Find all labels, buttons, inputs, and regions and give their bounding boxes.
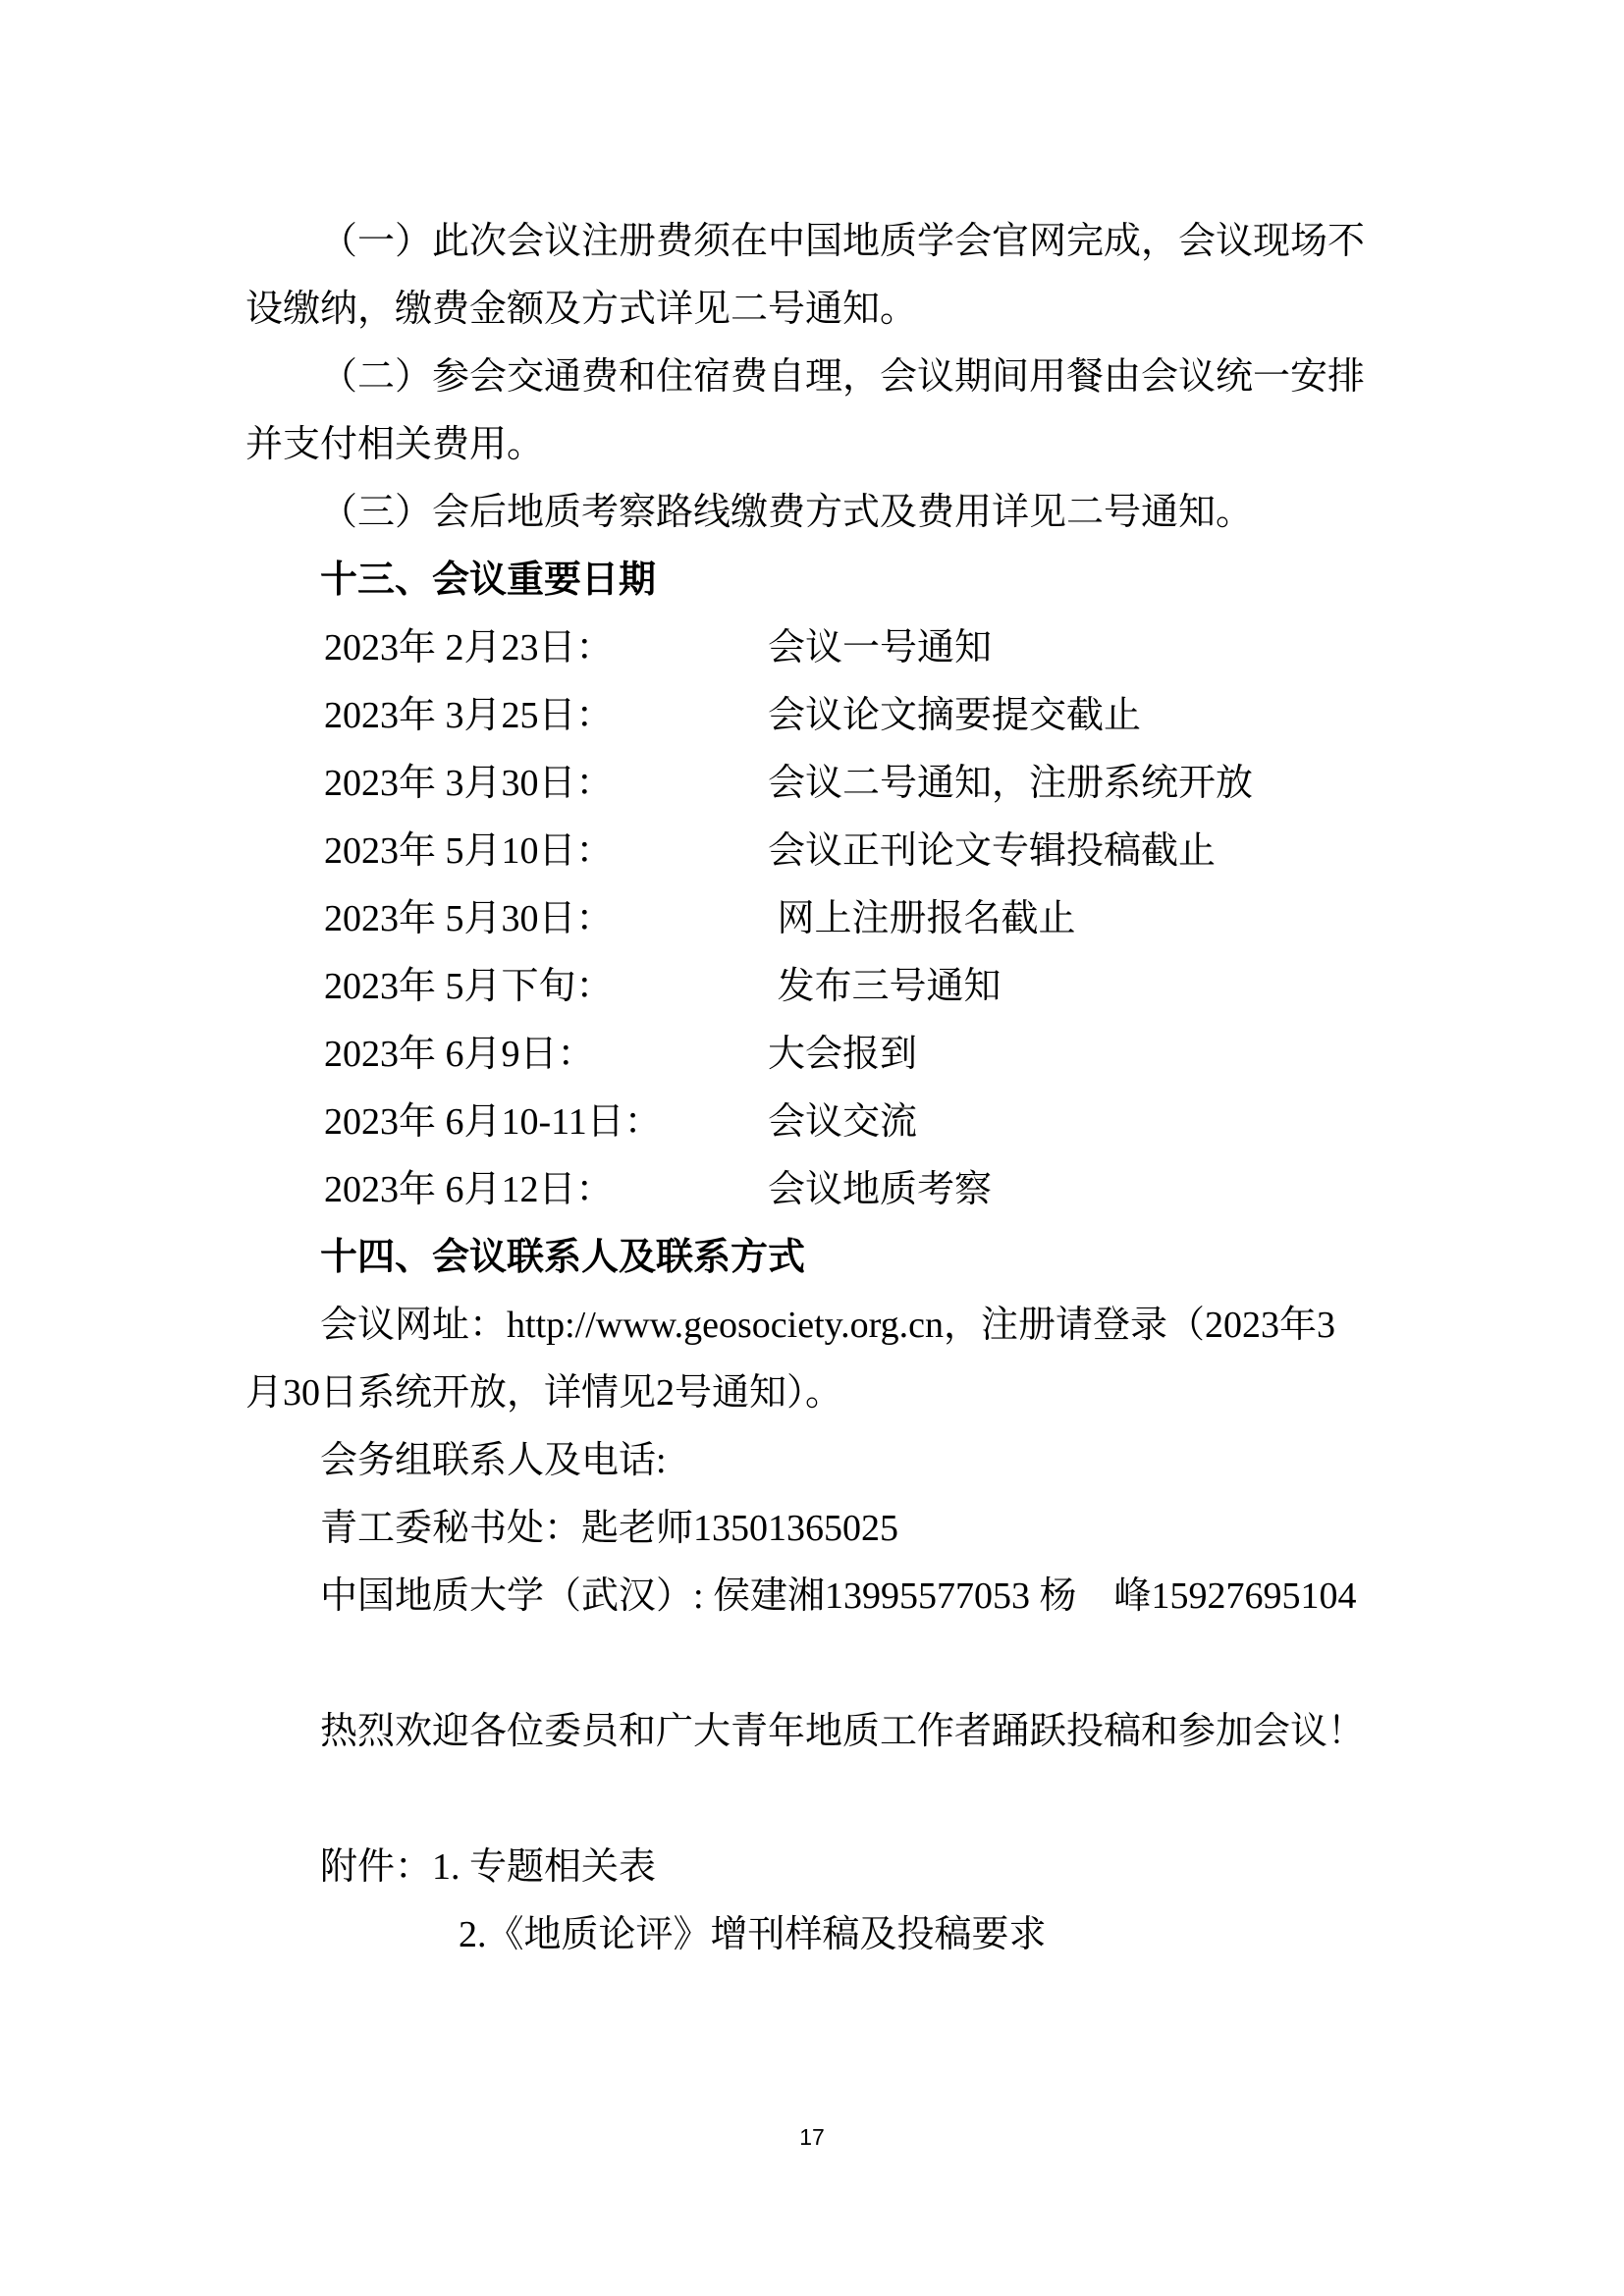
document-body <box>245 208 1375 1969</box>
schedule-date: 2023年 2月23日： <box>324 627 614 668</box>
schedule-row <box>245 885 1375 953</box>
schedule-event: 会议地质考察 <box>768 1169 993 1210</box>
schedule-event: 会议交流 <box>768 1101 918 1143</box>
section-heading-important-dates: 十三、会议重要日期 <box>320 560 657 601</box>
page-number: 17 <box>799 2124 825 2150</box>
schedule-event: 会议论文摘要提交截止 <box>768 695 1142 736</box>
schedule-date: 2023年 6月9日： <box>324 1034 595 1075</box>
schedule-date: 2023年 6月12日： <box>324 1169 614 1210</box>
schedule-row <box>245 750 1375 818</box>
schedule-event: 大会报到 <box>768 1034 918 1075</box>
schedule-date: 2023年 5月30日： <box>324 898 614 939</box>
schedule-date: 2023年 6月10-11日： <box>324 1101 662 1143</box>
contact-secretary-line: 青工委秘书处：匙老师13501365025 <box>320 1508 899 1549</box>
para-travel-cost-line2: 并支付相关费用。 <box>245 424 545 465</box>
schedule-event: 发布三号通知 <box>768 966 1001 1007</box>
schedule-row <box>245 614 1375 682</box>
schedule-row <box>245 1021 1375 1089</box>
schedule-date: 2023年 5月10日： <box>324 830 614 872</box>
website-line1: 会议网址：http://www.geosociety.org.cn，注册请登录（2023年3 <box>320 1305 1336 1346</box>
schedule-row <box>245 818 1375 885</box>
schedule-date: 2023年 5月下旬： <box>324 966 614 1007</box>
attachment-line-1: 附件：1. 专题相关表 <box>320 1846 657 1888</box>
schedule-row <box>245 682 1375 750</box>
schedule-row <box>245 1156 1375 1224</box>
para-registration-fee-line1: （一）此次会议注册费须在中国地质学会官网完成，会议现场不 <box>320 221 1366 262</box>
attachment-line-2: 2.《地质论评》增刊样稿及投稿要求 <box>459 1914 1047 1955</box>
website-line2: 月30日系统开放，详情见2号通知）。 <box>245 1372 843 1414</box>
contact-university-line: 中国地质大学（武汉）: 侯建湘13995577053 杨 峰15927695104 <box>320 1575 1357 1617</box>
contact-group-line: 会务组联系人及电话: <box>320 1440 667 1481</box>
schedule-date: 2023年 3月30日： <box>324 763 614 804</box>
welcome-message: 热烈欢迎各位委员和广大青年地质工作者踊跃投稿和参加会议！ <box>320 1711 1366 1752</box>
schedule-event: 会议正刊论文专辑投稿截止 <box>768 830 1217 872</box>
schedule-event: 网上注册报名截止 <box>768 898 1076 939</box>
schedule-row <box>245 953 1375 1021</box>
para-registration-fee-line2: 设缴纳，缴费金额及方式详见二号通知。 <box>245 289 918 330</box>
para-travel-cost-line1: （二）参会交通费和住宿费自理，会议期间用餐由会议统一安排 <box>320 356 1366 398</box>
schedule-event: 会议二号通知，注册系统开放 <box>768 763 1254 804</box>
schedule-event: 会议一号通知 <box>768 627 993 668</box>
section-heading-contacts: 十四、会议联系人及联系方式 <box>320 1237 806 1278</box>
para-field-trip-fee: （三）会后地质考察路线缴费方式及费用详见二号通知。 <box>320 492 1254 533</box>
schedule-date: 2023年 3月25日： <box>324 695 614 736</box>
schedule-row <box>245 1089 1375 1156</box>
